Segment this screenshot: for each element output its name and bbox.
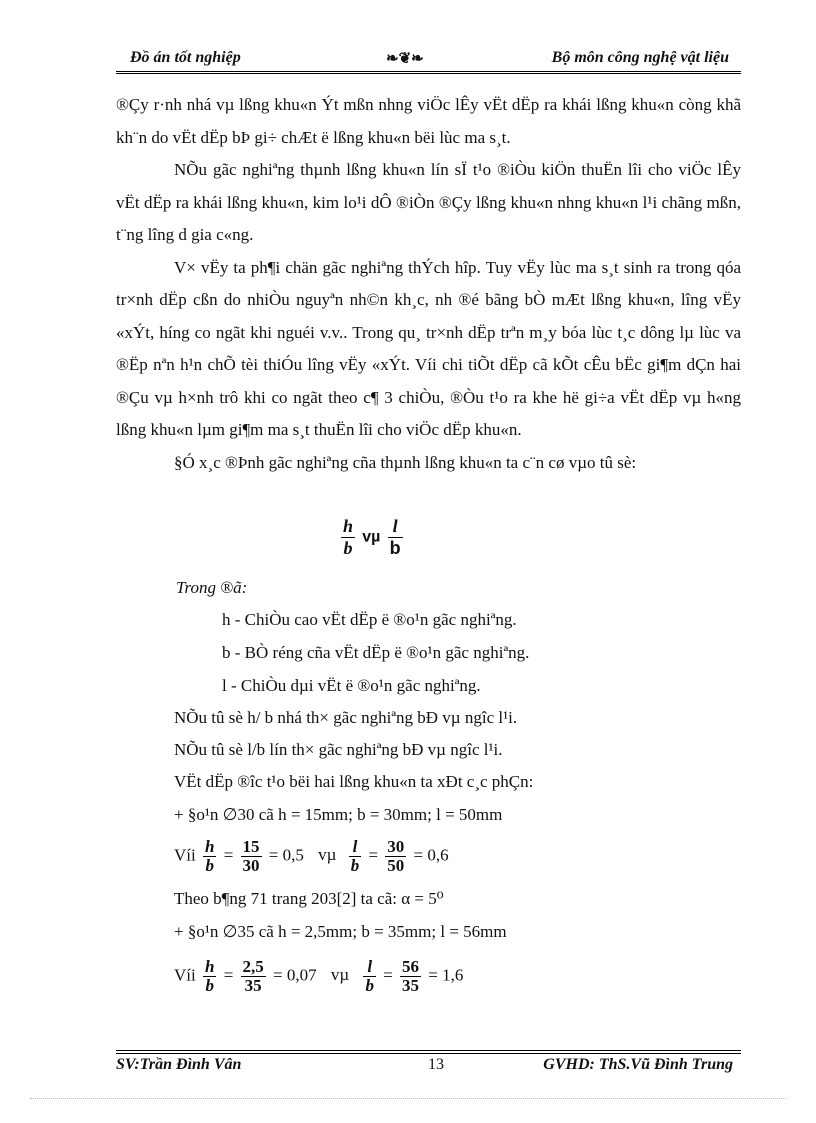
definition-b: b - BÒ réng cña vËt dËp ë ®o¹n gãc nghiªng.	[222, 643, 530, 662]
fraction-values: $\frac{2,5}{35}$	[242, 957, 264, 995]
header-right-title: Bộ môn công nghệ vật liệu	[551, 49, 729, 66]
body-text	[116, 89, 741, 479]
footer-rule-2	[116, 1053, 741, 1054]
result-value: = 0,07	[273, 965, 317, 985]
header-rule-2	[116, 73, 741, 74]
paragraph-1: ®Çy r·nh nhá vµ lßng khu«n Ýt mßn nhng viÖc lÊy vËt dËp ra khái lßng khu«n còng khã kh¨n do vËt dËp bÞ gi÷ chÆt ë lßng khu«n bëi lùc ma s¸t.	[116, 95, 741, 147]
fraction-h-b: $\frac{h}{b}$	[204, 957, 215, 995]
footer-advisor: GVHD: ThS.Vũ Đình Trung	[543, 1056, 733, 1073]
fraction-l-b: $\frac{l}{b}$	[350, 837, 360, 875]
definition-h: h - ChiÒu cao vËt dËp ë ®o¹n gãc nghiªng.	[222, 610, 517, 629]
header-left-title: Đồ án tốt nghiệp	[130, 49, 241, 66]
header-rule	[116, 71, 741, 72]
page-number: 13	[428, 1056, 444, 1073]
result-value: = 0,5	[268, 845, 304, 865]
paragraph-4: §Ó x¸c ®Þnh gãc nghiªng cña thµnh lßng khu«n ta c¨n cø vµo tû sè:	[174, 452, 637, 472]
header-ornament: ❧❦❧	[386, 51, 424, 67]
paragraph-3: V× vËy ta ph¶i chän gãc nghiªng thÝch hîp. Tuy vËy lùc ma s¸t sinh ra trong qóa tr×nh dËp cßn do nhiÒu nguyªn nh©n kh¸c, nh ®é bãng bÒ mÆt lßng khu«n, lîng vËy «xÝt, híng co ngãt khi nguéi v.v.. Trong qu¸ tr×nh dËp trªn m¸y bóa lùc t¸c dông lµ lùc va ®Ëp nªn h¹n chÕ tèi thiÓu lîng vËy «xÝt. Víi chi tiÕt dËp cã kÕt cÊu bËc gi¶m dÇn hai ®Çu vµ h×nh trô khi co ngãt theo c¶ 3 chiÒu, ®Òu t¹o ra khe hë gi÷a vËt dËp vµ h«ng lßng khu«n lµm gi¶m ma s¸t thuËn lîi cho viÖc dËp khu«n.	[116, 257, 741, 439]
paragraph-2: NÕu gãc nghiªng thµnh lßng khu«n lín sÏ t¹o ®iÒu kiÖn thuËn lîi cho viÖc lÊy vËt dËp ra khái lßng khu«n, kim lo¹i dÔ ®iÒn ®Çy lßng khu«n nhng khu«n l¹i chãng mßn, t¨ng lîng d gia c«ng.	[116, 160, 741, 244]
fraction-values: $\frac{15}{30}$	[242, 837, 260, 875]
fraction-values: $\frac{56}{35}$	[402, 957, 420, 995]
section-30-formula: Víi $\frac{h}{b}$ = $\frac{15}{30}$ = 0,5 vµ $\frac{l}{b}$ = $\frac{30}{50}$ = 0,6	[174, 837, 449, 875]
fraction-l-b: $\frac{l}{b}$	[389, 516, 401, 558]
rule-parts: VËt dËp ®îc t¹o bëi hai lßng khu«n ta xÐt c¸c phÇn:	[174, 772, 534, 791]
page-bottom-dotted-edge	[30, 1098, 786, 1099]
rule-hb: NÕu tû sè h/ b nhá th× gãc nghiªng bÐ vµ ngîc l¹i.	[174, 708, 518, 727]
rule-lb: NÕu tû sè l/b lín th× gãc nghiªng bÐ vµ ngîc l¹i.	[174, 740, 503, 759]
and-label: vµ	[330, 965, 350, 985]
page-footer	[116, 1056, 741, 1078]
and-label: vµ	[318, 845, 337, 865]
where-label: Trong ®ã:	[176, 578, 248, 597]
ratio-formula	[338, 516, 406, 559]
definition-l: l - ChiÒu dµi vËt ë ®o¹n gãc nghiªng.	[222, 676, 481, 695]
with-label: Víi	[174, 965, 196, 985]
section-30-head: + §o¹n ∅30 cã h = 15mm; b = 30mm; l = 50mm	[174, 805, 503, 824]
section-35-formula: Víi $\frac{h}{b}$ = $\frac{2,5}{35}$ = 0,07 vµ $\frac{l}{b}$ = $\frac{56}{35}$ = 1,6	[174, 957, 464, 995]
result-value: = 1,6	[428, 965, 464, 985]
table-reference: Theo b¶ng 71 trang 203[2] ta cã: α = 5⁰	[174, 889, 444, 908]
footer-student: SV:Trần Đình Vân	[116, 1056, 242, 1073]
section-35-head: + §o¹n ∅35 cã h = 2,5mm; b = 35mm; l = 56mm	[174, 922, 507, 941]
ratio-and: vµ	[362, 528, 381, 546]
page-header	[116, 49, 741, 71]
fraction-values: $\frac{30}{50}$	[387, 837, 405, 875]
fraction-h-b: $\frac{h}{b}$	[204, 837, 215, 875]
footer-rule	[116, 1050, 741, 1051]
fraction-h-b: $\frac{h}{b}$	[343, 516, 354, 558]
with-label: Víi	[174, 845, 196, 865]
result-value: = 0,6	[413, 845, 449, 865]
fraction-l-b: $\frac{l}{b}$	[365, 957, 374, 995]
